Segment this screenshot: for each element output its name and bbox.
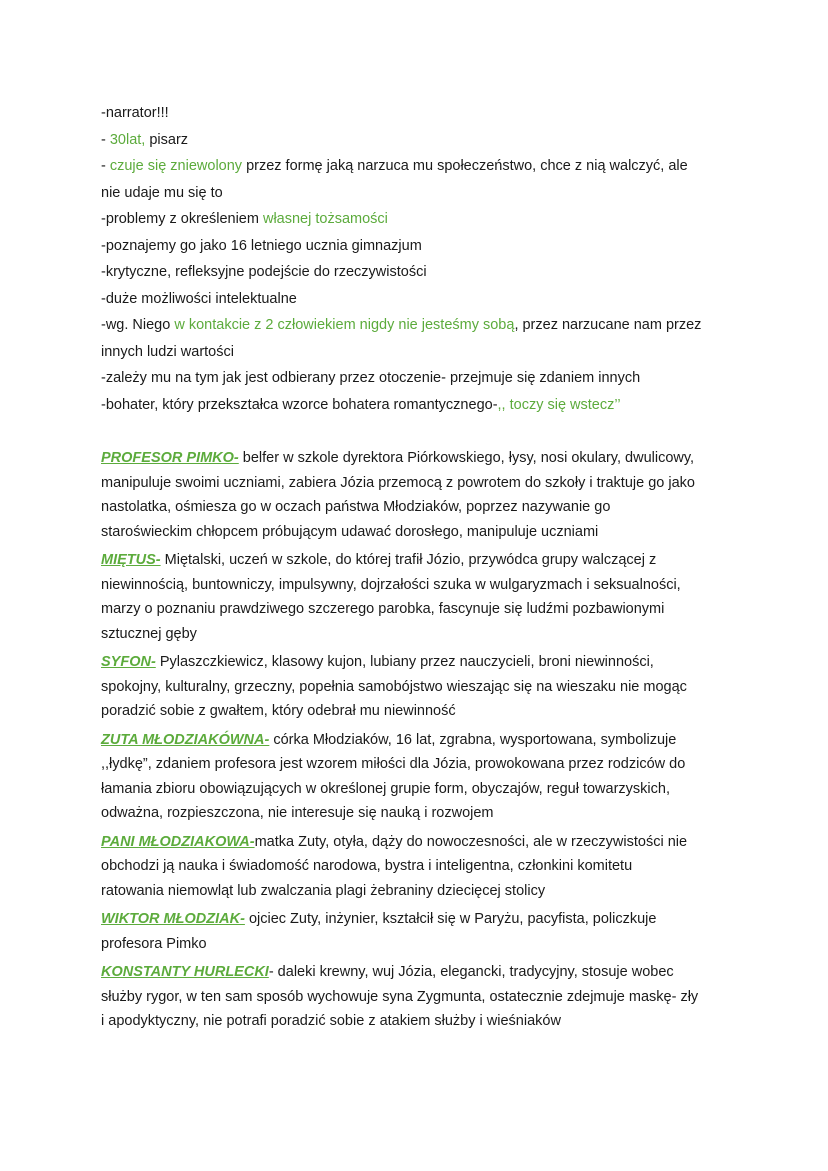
characters-section bbox=[101, 446, 741, 1034]
character-name: WIKTOR MŁODZIAK- bbox=[101, 911, 245, 927]
narrator-line-2: - 30lat, pisarz bbox=[101, 131, 189, 148]
narrator-line-1: -narrator!!! bbox=[101, 105, 169, 121]
character-name: PROFESOR PIMKO- bbox=[101, 450, 239, 466]
narrator-line-8-cont: innych ludzi wartości bbox=[101, 343, 234, 360]
highlight-age: 30lat, bbox=[109, 131, 146, 148]
narrator-line-4: -problemy z określeniem własnej tożsamości bbox=[101, 211, 388, 227]
narrator-section bbox=[101, 100, 741, 418]
character-name: PANI MŁODZIAKOWA- bbox=[101, 833, 255, 850]
character-zuta: ZUTA MŁODZIAKÓWNA- córka Młodziaków, 16 lat, zgrabna, wysportowana, symbolizuje ,,łydkę”, zdaniem profesora jest wzorem miłości dla Józia, prowokowana przez rodziców do łamania zbioru obowiązujących w określonej grupie form, obyczajów, reguł towarzyskich, odważna, rozpieszczona, nie interesuje się nauką i rozwojem bbox=[101, 731, 686, 821]
character-mlodziakowa: PANI MŁODZIAKOWA-matka Zuty, otyła, dąży do nowoczesności, ale w rzeczywistości nie obchodzi ją nauka i świadomość narodowa, bystra i inteligentna, członkini komitetu ratowania niemowląt lub zwalczania plagi żebraniny dziecięcej stolicy bbox=[101, 833, 688, 899]
character-name: KONSTANTY HURLECKI bbox=[101, 964, 269, 980]
character-hurlecki: KONSTANTY HURLECKI- daleki krewny, wuj Józia, elegancki, tradycyjny, stosuje wobec służby rygor, w ten sam sposób wychowuje syna Zygmunta, ostatecznie zdejmuje maskę- zły i apodyktyczny, nie potrafi poradzić sobie z atakiem służby i wieśniaków bbox=[101, 964, 699, 1029]
document-content bbox=[101, 100, 741, 1038]
highlight-contact: w kontakcie z 2 człowiekiem nigdy nie jesteśmy sobą bbox=[174, 317, 515, 333]
narrator-line-9: -zależy mu na tym jak jest odbierany przez otoczenie- przejmuje się zdaniem innych bbox=[101, 370, 641, 386]
narrator-line-3-cont: nie udaje mu się to bbox=[101, 184, 223, 201]
character-name: SYFON- bbox=[101, 654, 156, 670]
narrator-line-7: -duże możliwości intelektualne bbox=[101, 290, 297, 307]
narrator-line-8: -wg. Niego w kontakcie z 2 człowiekiem nigdy nie jesteśmy sobą, przez narzucane nam przez bbox=[101, 317, 702, 333]
narrator-line-10: -bohater, który przekształca wzorce bohatera romantycznego-,, toczy się wstecz’’ bbox=[101, 396, 621, 413]
highlight-backwards: ,, toczy się wstecz’’ bbox=[497, 396, 621, 413]
highlight-enslaved: czuje się zniewolony bbox=[109, 158, 243, 174]
character-name: ZUTA MŁODZIAKÓWNA- bbox=[101, 731, 270, 748]
narrator-line-3: - czuje się zniewolony przez formę jaką narzuca mu społeczeństwo, chce z nią walczyć, ale bbox=[101, 158, 688, 174]
character-name: MIĘTUS- bbox=[101, 552, 161, 568]
section-spacer bbox=[101, 418, 741, 446]
highlight-identity: własnej tożsamości bbox=[262, 211, 388, 227]
character-pimko: PROFESOR PIMKO- belfer w szkole dyrektora Piórkowskiego, łysy, nosi okulary, dwulicowy, manipuluje swoimi uczniami, zabiera Józia przemocą z powrotem do szkoły i traktuje go jako nastolatka, ośmiesza go w oczach państwa Młodziaków, poprzez nazywanie go staroświeckim chłopcem próbującym udawać dorosłego, manipuluje uczniami bbox=[101, 450, 695, 540]
character-mietus: MIĘTUS- Miętalski, uczeń w szkole, do której trafił Józio, przywódca grupy walczącej z niewinnością, buntowniczy, impulsywny, dojrzałości szuka w wulgaryzmach i seksualności, marzy o poznaniu prawdziwego szczerego parobka, fascynuje się ludźmi pozbawionymi sztucznej gęby bbox=[101, 552, 681, 642]
character-wiktor: WIKTOR MŁODZIAK- ojciec Zuty, inżynier, kształcił się w Paryżu, pacyfista, policzkuje profesora Pimko bbox=[101, 911, 657, 952]
narrator-line-6: -krytyczne, refleksyjne podejście do rzeczywistości bbox=[101, 264, 427, 280]
narrator-line-5: -poznajemy go jako 16 letniego ucznia gimnazjum bbox=[101, 237, 422, 254]
character-syfon: SYFON- Pylaszczkiewicz, klasowy kujon, lubiany przez nauczycieli, broni niewinności, spokojny, kulturalny, grzeczny, popełnia samobójstwo wieszając się na wieszaku nie mogąc poradzić sobie z gwałtem, który odebrał mu niewinność bbox=[101, 654, 687, 719]
